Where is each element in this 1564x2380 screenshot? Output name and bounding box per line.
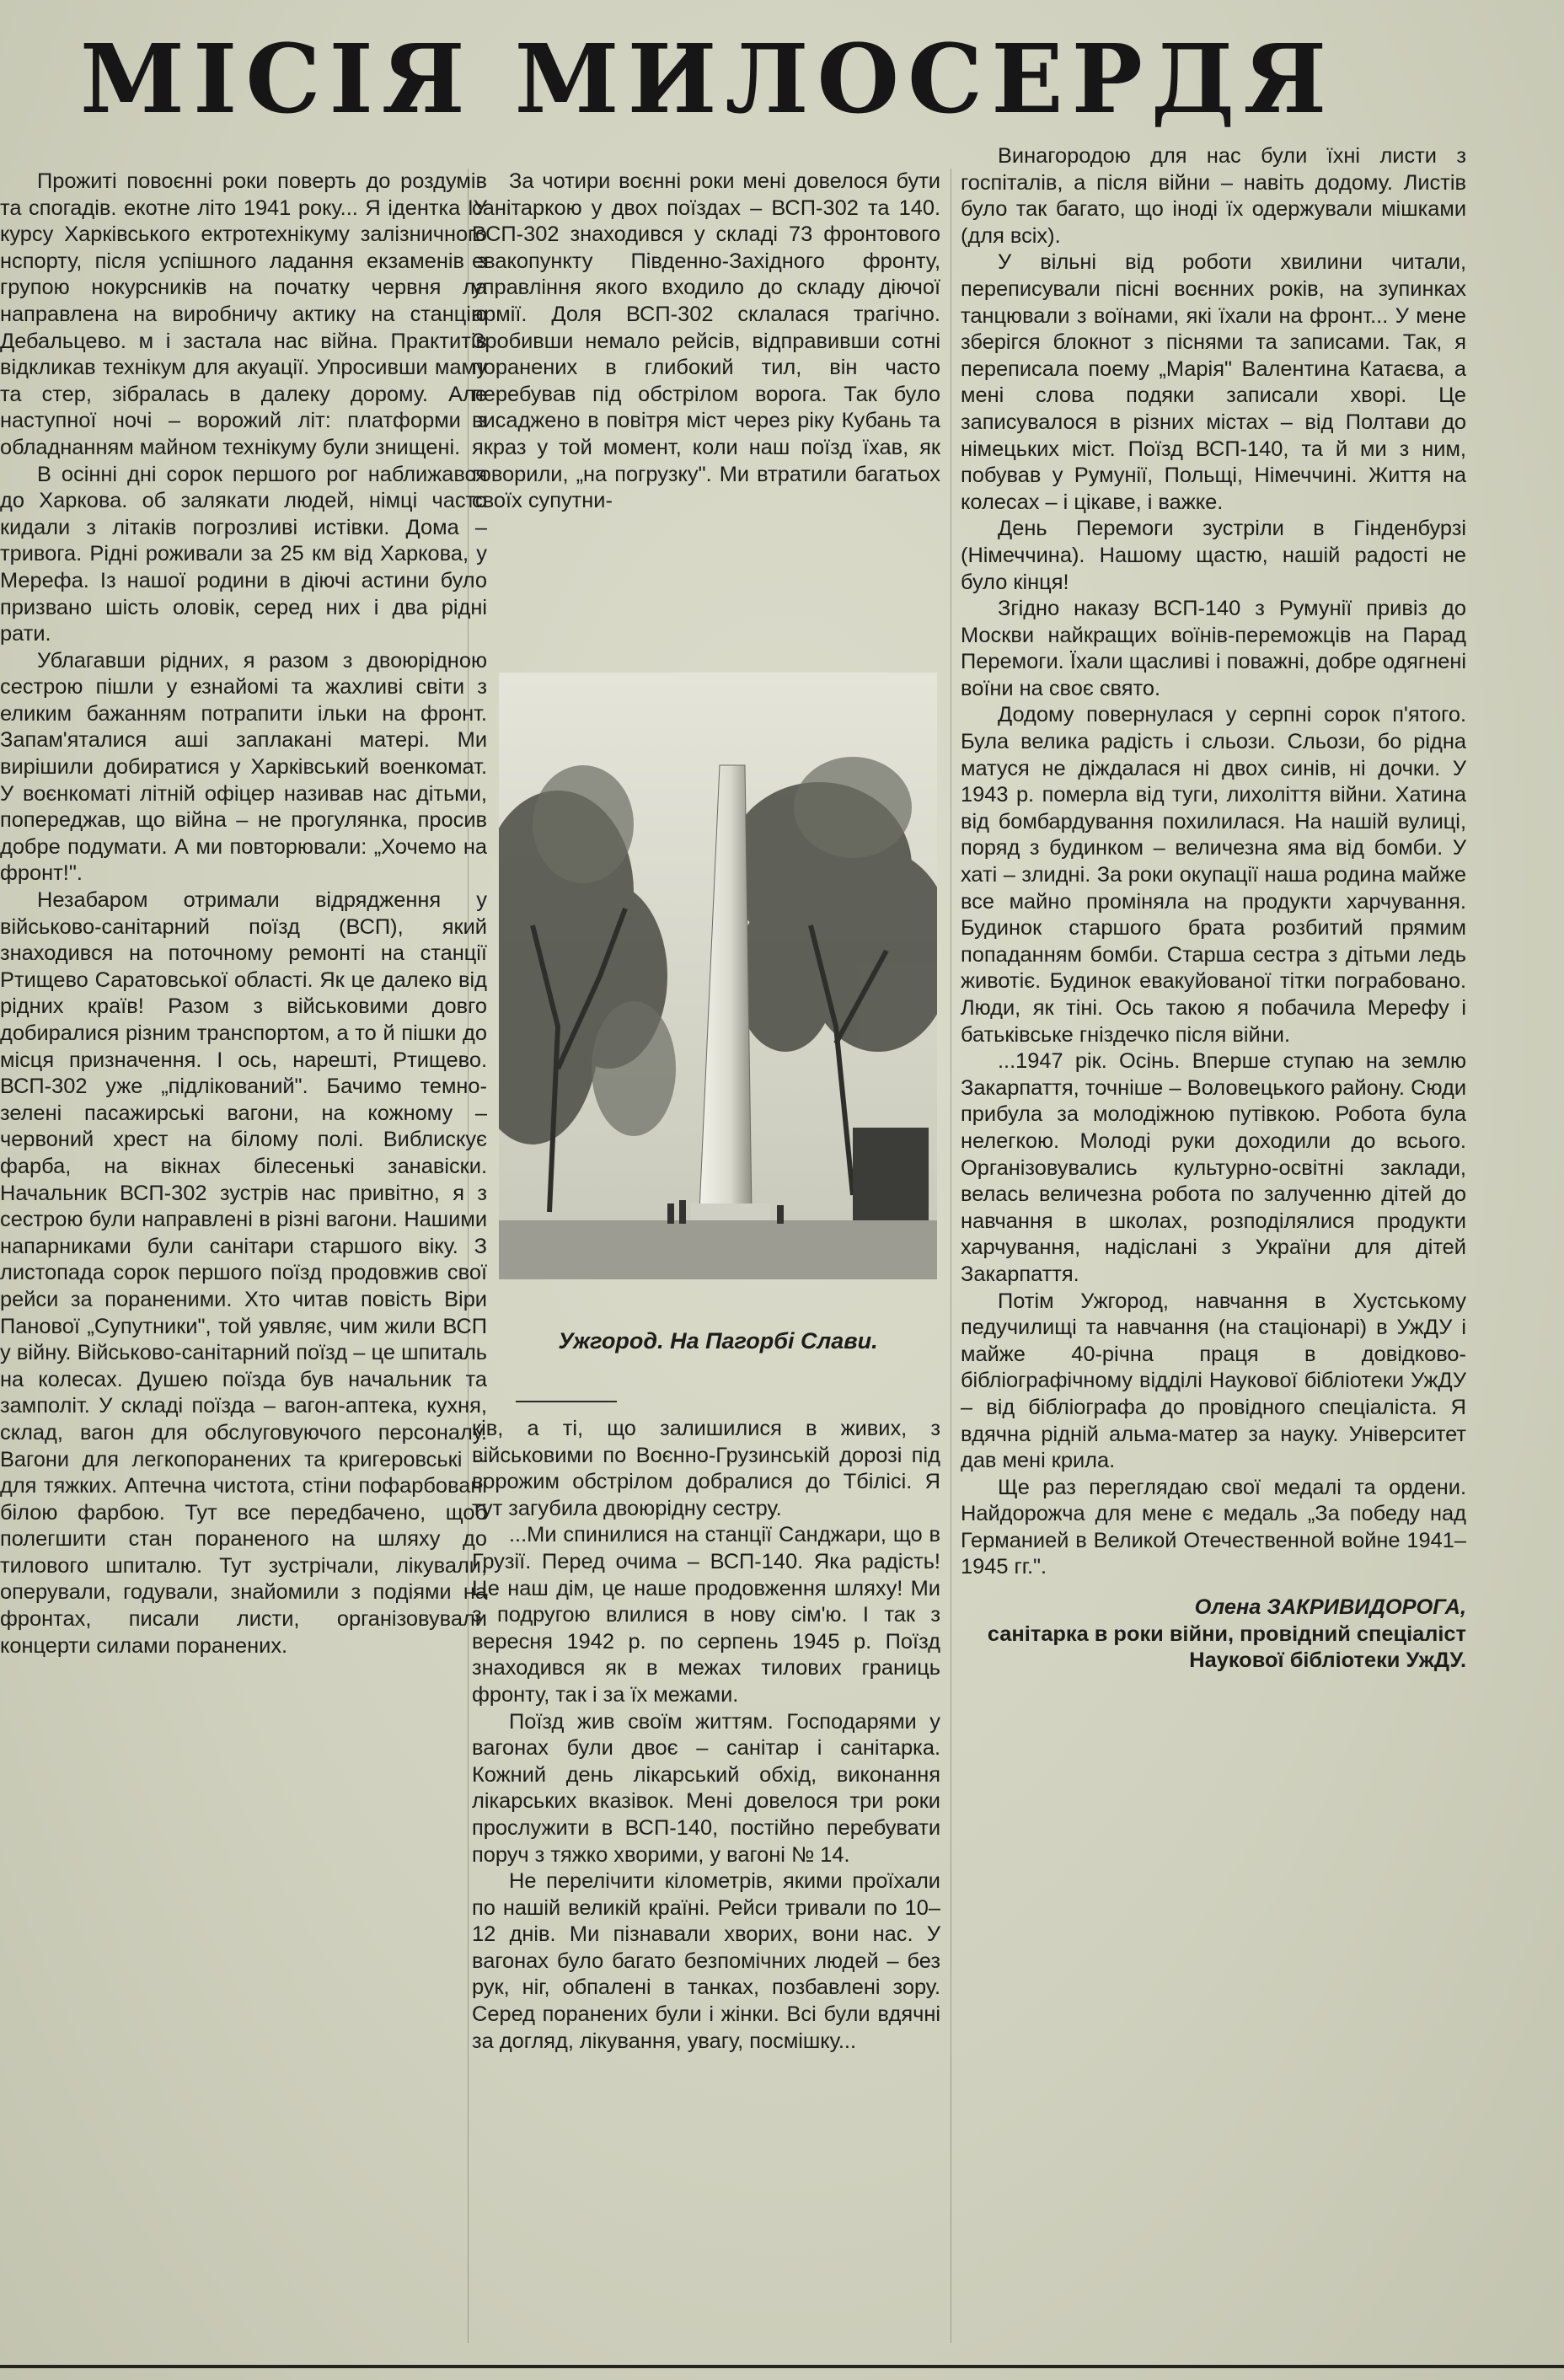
paragraph: Потім Ужгород, навчання в Хустському педучилищі та навчання (на стаціонарі) в УжДУ і майже 40-річна праця в довідково-бібліографічному відділі Наукової бібліотеки УжДУ – від бібліографа до провідного спеціаліста. Я вдячна рідній альма-матер за науку. Університет дав мені крила. <box>961 1289 1466 1473</box>
paragraph: ...1947 рік. Осінь. Вперше ступаю на землю Закарпаття, точніше – Воловецького району. Сюди прибула за молодіжною путівкою. Робота була нелегкою. Молоді руки доходили до всього. Організовувались культурно-освітні заклади, велась величезна робота по залученню дітей до навчання в школах, розподілялися продукти харчування, надіслані з України для дітей Закарпаття. <box>961 1049 1466 1286</box>
monument-photo-image <box>499 673 937 1279</box>
paragraph: В осінні дні сорок першого рог наближався до Харкова. об залякати людей, німці часто кидали з літаків погрозливі истівки. Дома – тривога. Рідні роживали за 25 км від Харкова, у Мерефа. Із нашої родини в діючі астини було призвано шість оловік, серед них і два рідні рати. <box>0 462 487 646</box>
monument-photo <box>499 673 937 1279</box>
paragraph: День Перемоги зустріли в Гінденбурзі (Німеччина). Нашому щастю, нашій радості не було кінця! <box>961 517 1466 594</box>
article-column-3 <box>961 143 1466 2360</box>
paragraph: Прожиті повоєнні роки поверть до роздумів та спогадів. екотне літо 1941 року... Я ідентка ІУ курсу Харківського ектротехнікуму залізничного нспорту, після успішного ладання екзаменів з групою нокурсників на початку червня ла направлена на виробничу актику на станцію Дебальцево. м і застала нас війна. Практитів відкликав технікум для акуації. Упросивши маму та стер, зібралась в далеку дорому. Але наступної ночі – ворожий літ: платформи з обладнанням майном технікуму були знищені. <box>0 169 487 459</box>
author-role: санітарка в роки війни, провідний спеціаліст Наукової бібліотеки УжДУ. <box>987 1622 1466 1673</box>
paragraph: ків, а ті, що залишилися в живих, з військовими по Воєнно-Грузинській дорозі під ворожим обстрілом добралися до Тбілісі. Я тут загубила двоюрідну сестру. <box>472 1417 940 1520</box>
section-divider <box>516 1401 617 1402</box>
paragraph: ...Ми спинилися на станції Санджари, що в Грузії. Перед очима – ВСП-140. Яка радість! Це наш дім, це наше продовження шляху! Ми з подругою влилися в нову сім'ю. І так з вересня 1942 р. по серпень 1945 р. Поїзд знаходився як в межах тилових границь фронту, так і за їх межами. <box>472 1523 940 1707</box>
article-column-2-top <box>472 169 940 666</box>
paragraph: Ублагавши рідних, я разом з двоюрідною сестрою пішли у езнайомі та жахливі світи з еликим бажанням потрапити ільки на фронт. Запам'яталися аші заплакані матері. Ми вирішили добиратися у Харківський военкомат. У воєнкоматі літній офіцер називав нас дітьми, попереджав, що війна – не прогулянка, просив добре подумати. А ми повторювали: „Хочемо на фронт!". <box>0 648 487 886</box>
paragraph: Ще раз переглядаю свої медалі та ордени. Найдорожча для мене є медаль „За победу над Германией в Великой Отечественной войне 1941–1945 гг.". <box>961 1475 1466 1579</box>
author-name: Олена ЗАКРИВИДОРОГА, <box>1194 1595 1466 1620</box>
article-headline: МІСІЯ МИЛОСЕРДЯ <box>80 24 1336 135</box>
paragraph: Незабаром отримали відрядження у військово-санітарний поїзд (ВСП), який знаходився на поточному ремонті на станції Ртищево Саратовської області. Як це далеко від рідних країв! Разом з військовими довго добиралися різним транспортом, а то й пішки до місця призначення. І ось, нарешті, Ртищево. ВСП-302 уже „підлікований". Бачимо темно-зелені пасажирські вагони, на кожному – червоний хрест на білому полі. Виблискує фарба, на вікнах білесенькі занавіски. Начальник ВСП-302 зустрів нас привітно, я з сестрою були направлені в різні вагони. Нашими напарниками були санітари старшого віку. З листопада сорок першого поїзд продовжив свої рейси за пораненими. Хто читав повість Віри Панової „Супутники", той уявляє, чим жили ВСП у війну. Військово-санітарний поїзд – це шпиталь на колесах. Душею поїзда був начальник та замполіт. У складі поїзда – вагон-аптека, кухня, склад, вагон для обслуговуючого персоналу. Вагони для легкопоранених та кригеровські – для тяжких. Аптечна чистота, стіни пофарбовані білою фарбою. Тут все передбачено, щоб полегшити стан пораненого на шляху до тилового шпиталю. Тут зустрічали, лікували, оперували, годували, знайомили з подіями на фронтах, писали листи, організовували концерти силами поранених. <box>0 888 487 1658</box>
article-column-1 <box>0 169 487 2343</box>
paragraph: Не перелічити кілометрів, якими проїхали по нашій великій країні. Рейси тривали по 10–12 днів. Ми пізнавали хворих, вони нас. У вагонах було багато безпомічних людей – без рук, ніг, обпалені в танках, позбавлені зору. Серед поранених були і жінки. Всі були вдячні за догляд, лікування, увагу, посмішку... <box>472 1869 940 2053</box>
paragraph: Поїзд жив своїм життям. Господарями у вагонах були двоє – санітар і санітарка. Кожний день лікарський обхід, виконання лікарських вказівок. Мені довелося три роки прослужити в ВСП-140, постійно перебувати поруч з тяжко хворими, у вагоні № 14. <box>472 1709 940 1867</box>
article-column-2-bottom <box>472 1416 940 2343</box>
paragraph: За чотири воєнні роки мені довелося бути санітаркою у двох поїздах – ВСП-302 та 140. ВСП-302 знаходився у складі 73 фронтового евакопункту Південно-Західного фронту, управління якого входило до складу діючої армії. Доля ВСП-302 склалася трагічно. Зробивши немало рейсів, відправивши сотні поранених в глибокий тил, він часто перебував під обстрілом ворога. Так було висаджено в повітря міст через ріку Кубань та якраз у той момент, коли наш поїзд їхав, як говорили, „на погрузку". Ми втратили багатьох своїх супутни- <box>472 169 940 513</box>
photo-caption: Ужгород. На Пагорбі Слави. <box>558 1328 878 1353</box>
author-signature <box>961 1595 1466 1675</box>
page-bottom-rule <box>0 2365 1564 2368</box>
paragraph: Згідно наказу ВСП-140 з Румунії привіз до Москви найкращих воїнів-переможців на Парад Перемоги. Їхали щасливі і поважні, добре одягнені воїни на своє свято. <box>961 597 1466 700</box>
paragraph: Додому повернулася у серпні сорок п'ятого. Була велика радість і сльози. Сльози, бо рідна матуся не діждалася ні двох синів, ні дочки. У 1943 р. померла від туги, лихоліття війни. Хатина від бомбардування похилилася. На нашій вулиці, поряд з будинком – величезна яма від бомби. У хаті – злидні. За роки окупації наша родина майже все майно проміняла на продукти харчування. Будинок старшого брата розбитий прямим попаданням бомби. Старша сестра з дітьми ледь животіє. Будинок евакуйованої тітки пограбовано. Люди, як тіні. Ось такою я побачила Мерефу і батьківське гніздечко після війни. <box>961 703 1466 1047</box>
paragraph: Винагородою для нас були їхні листи з госпіталів, а після війни – навіть додому. Листів було так багато, що іноді їх одержували мішками (для всіх). <box>961 144 1466 248</box>
paragraph: У вільні від роботи хвилини читали, переписували пісні воєнних років, на зупинках танцювали з воїнами, які їхали на фронт... У мене зберігся блокнот з піснями та записами. Так, я переписала поему „Марія" Валентина Катаєва, а мені слова подяки записали хворі. Це записувалося в різних містах – від Полтави до німецьких міст. Поїзд ВСП-140, та й ми з ним, побував у Румунії, Польщі, Німеччині. Життя на колесах – і цікаве, і важке. <box>961 250 1466 514</box>
